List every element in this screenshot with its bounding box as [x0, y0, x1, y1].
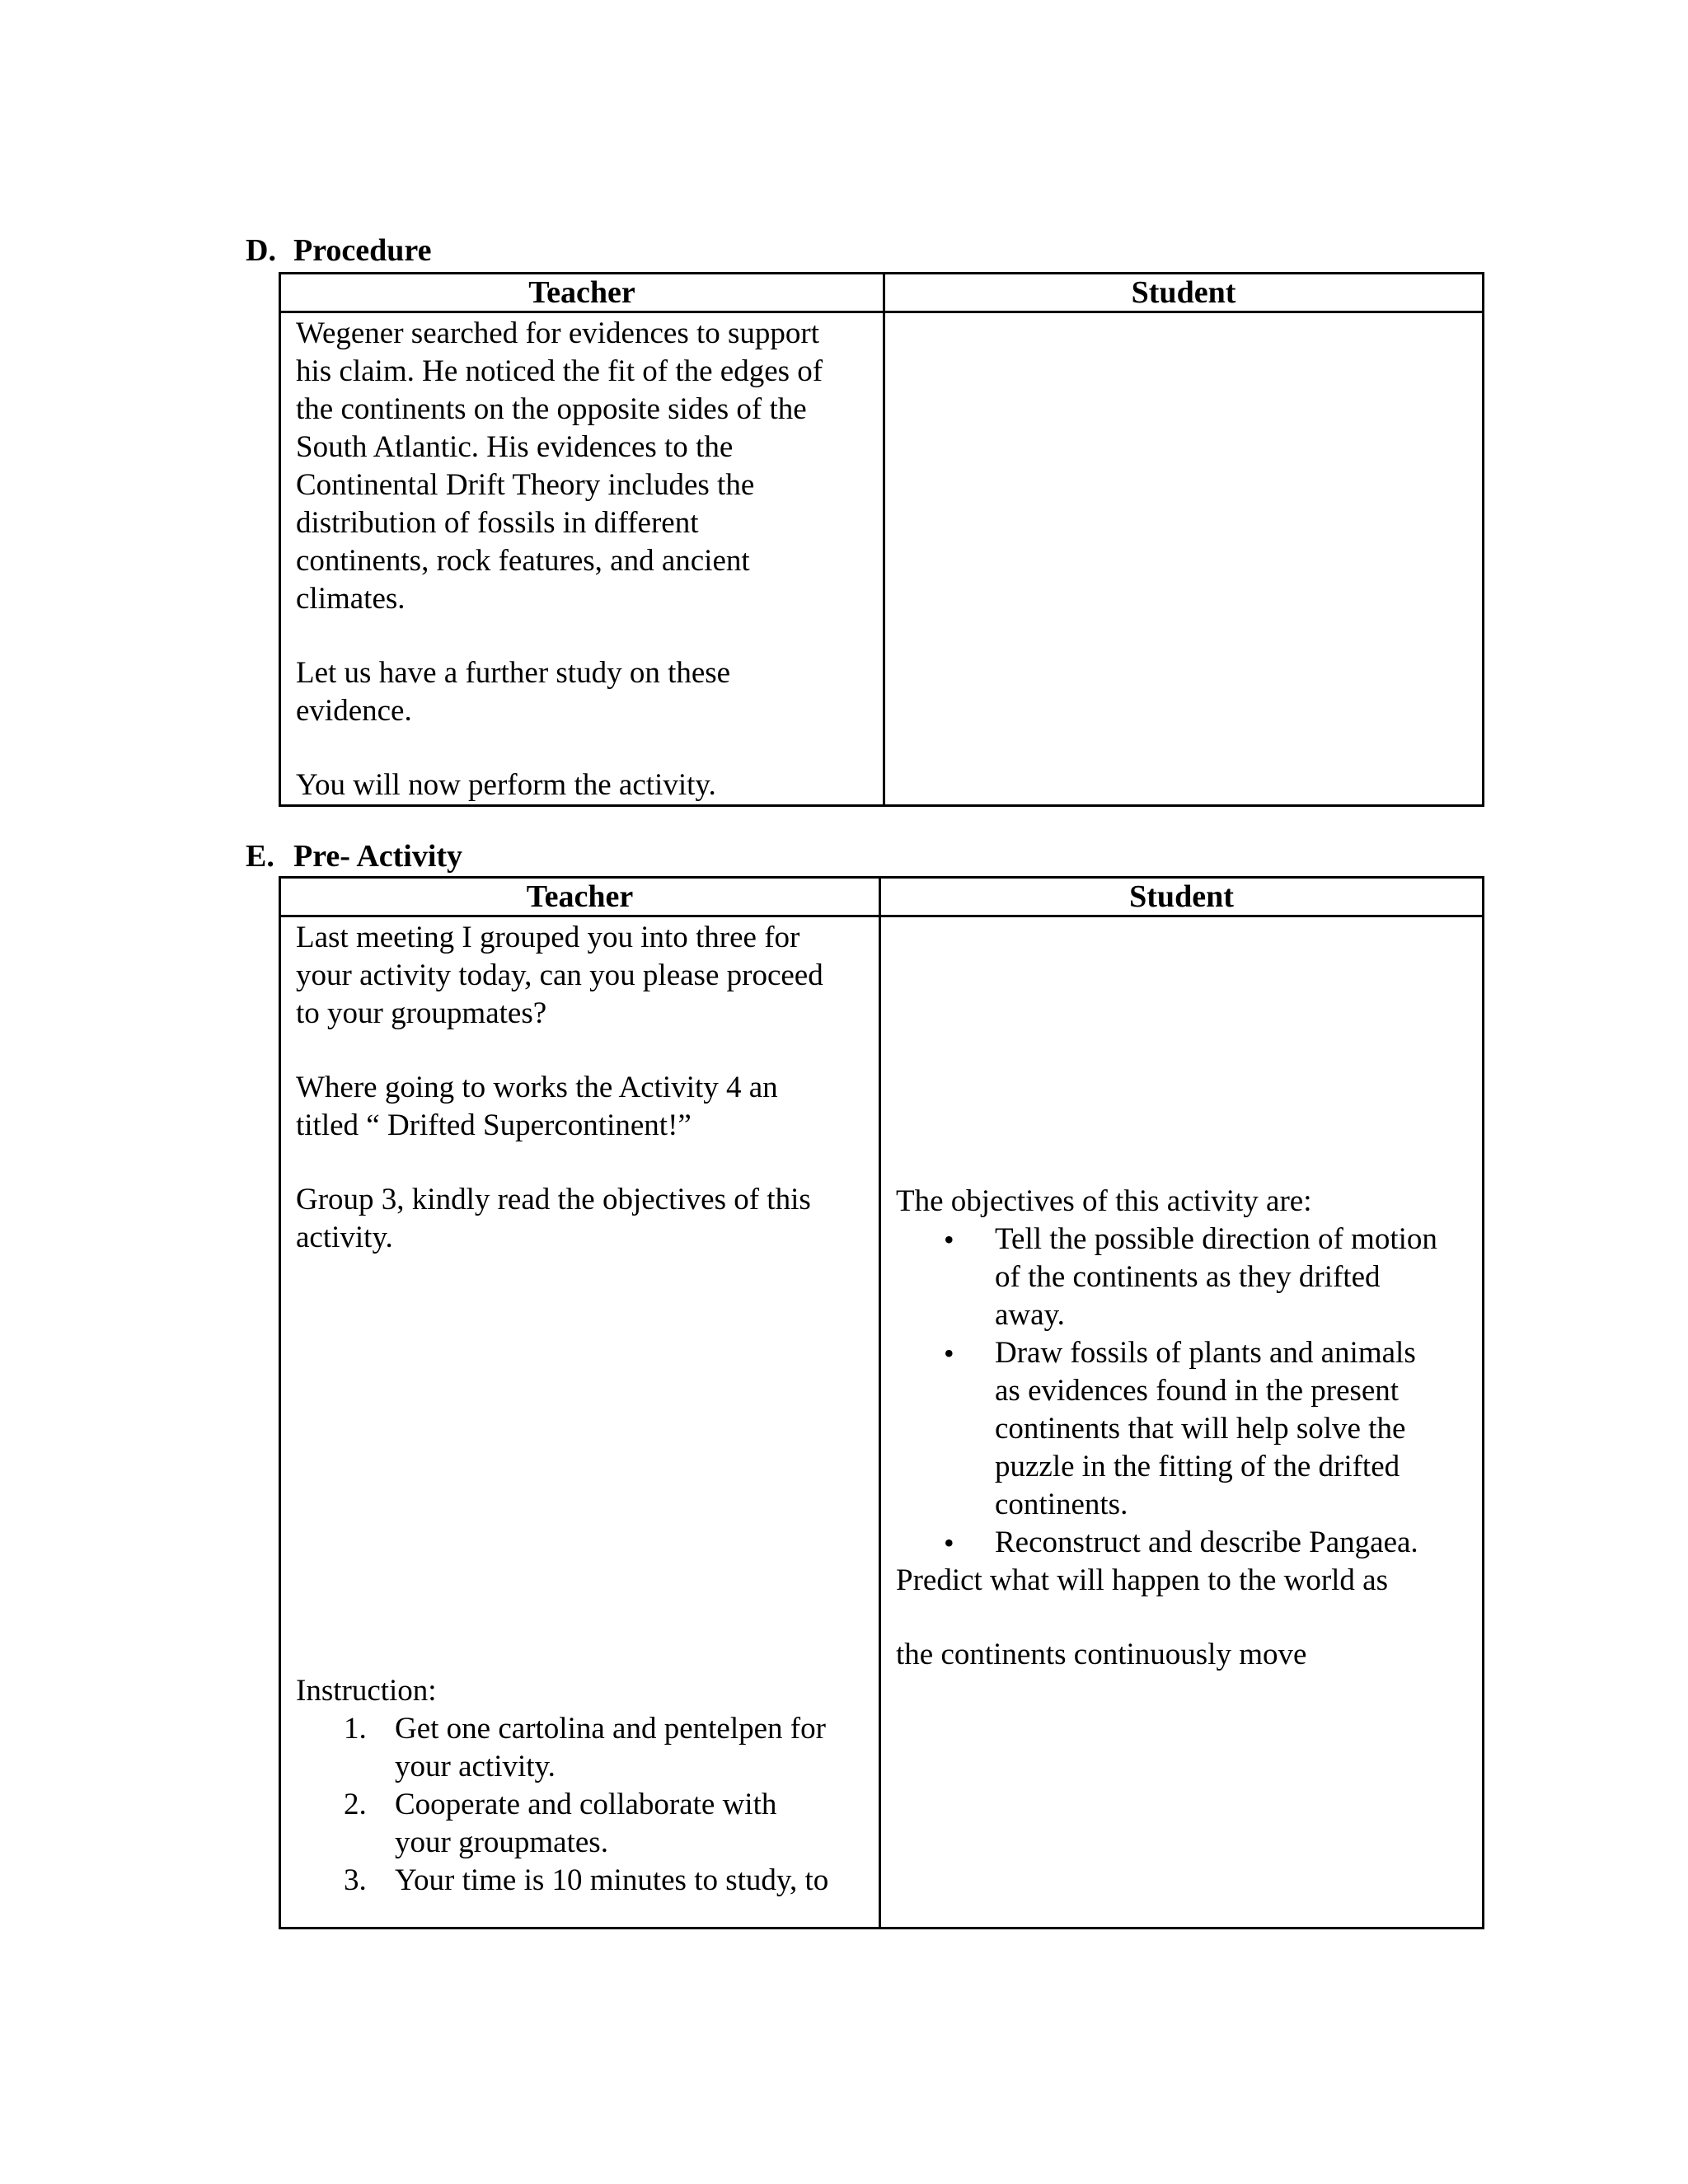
pre-activity-header-row: [280, 878, 1484, 916]
pre-activity-student-header: Student: [880, 878, 1484, 916]
procedure-table: [279, 272, 1484, 807]
pre-activity-body-row: [280, 916, 1484, 1929]
objective-item-1: [944, 1221, 1465, 1334]
objectives-followup-2: the continents continuously move: [896, 1638, 1307, 1671]
section-d-heading: [246, 232, 431, 269]
instruction-number-1: 1.: [344, 1712, 367, 1746]
procedure-student-cell: [884, 312, 1484, 806]
bullet-icon: •: [944, 1526, 954, 1559]
pre-activity-teacher-paragraph-3: Group 3, kindly read the objectives of this activity.: [296, 1183, 811, 1254]
bullet-icon: •: [944, 1337, 954, 1370]
procedure-teacher-paragraph-3: You will now perform the activity.: [296, 768, 716, 802]
procedure-teacher-header: Teacher: [280, 274, 884, 312]
section-e-heading: [246, 838, 462, 874]
procedure-teacher-paragraph-2: Let us have a further study on these evidence.: [296, 656, 731, 728]
procedure-teacher-cell: [280, 312, 884, 806]
pre-activity-teacher-paragraph-2: Where going to works the Activity 4 an titled “ Drifted Supercontinent!”: [296, 1071, 778, 1142]
instruction-number-3: 3.: [344, 1863, 367, 1897]
section-e-title: Pre- Activity: [293, 839, 463, 874]
objective-item-2: [944, 1334, 1465, 1524]
instruction-item-3: [344, 1862, 862, 1900]
objectives-list: [896, 1221, 1465, 1562]
pre-activity-student-cell: [880, 916, 1484, 1929]
procedure-header-row: [280, 274, 1484, 312]
objective-item-3: [944, 1524, 1465, 1562]
pre-activity-table: [279, 876, 1484, 1929]
instruction-label: Instruction:: [296, 1674, 437, 1708]
instruction-list: [296, 1710, 862, 1900]
procedure-body-row: [280, 312, 1484, 806]
procedure-student-header: Student: [884, 274, 1484, 312]
section-d-title: Procedure: [293, 233, 432, 268]
instruction-number-2: 2.: [344, 1788, 367, 1821]
pre-activity-teacher-cell: [280, 916, 880, 1929]
section-e-letter: E.: [246, 839, 274, 874]
instruction-text-1: Get one cartolina and pentelpen for your activity.: [395, 1712, 826, 1783]
pre-activity-teacher-header: Teacher: [280, 878, 880, 916]
objective-text-2: Draw fossils of plants and animals as evidences found in the present continents that will help solve the puzzle in the fitting of the drifted continents.: [995, 1336, 1416, 1521]
objectives-followup-1: Predict what will happen to the world as: [896, 1563, 1389, 1597]
instruction-text-2: Cooperate and collaborate with your groupmates.: [395, 1788, 777, 1859]
objective-text-3: Reconstruct and describe Pangaea.: [995, 1526, 1418, 1559]
objective-text-1: Tell the possible direction of motion of the continents as they drifted away.: [995, 1222, 1437, 1332]
section-d-letter: D.: [246, 233, 276, 268]
procedure-teacher-paragraph-1: Wegener searched for evidences to support his claim. He noticed the fit of the edges of the continents on the opposite sides of the South Atlantic. His evidences to the Continental Drift Theory includes the distribution of fossils in different continents, rock features, and ancient climates.: [296, 316, 823, 616]
instruction-item-2: [344, 1786, 862, 1862]
pre-activity-teacher-paragraph-1: Last meeting I grouped you into three for your activity today, can you please proceed to your groupmates?: [296, 921, 823, 1030]
bullet-icon: •: [944, 1223, 954, 1256]
instruction-item-1: [344, 1710, 862, 1786]
objectives-intro: The objectives of this activity are:: [896, 1184, 1312, 1218]
instruction-text-3: Your time is 10 minutes to study, to: [395, 1863, 829, 1897]
